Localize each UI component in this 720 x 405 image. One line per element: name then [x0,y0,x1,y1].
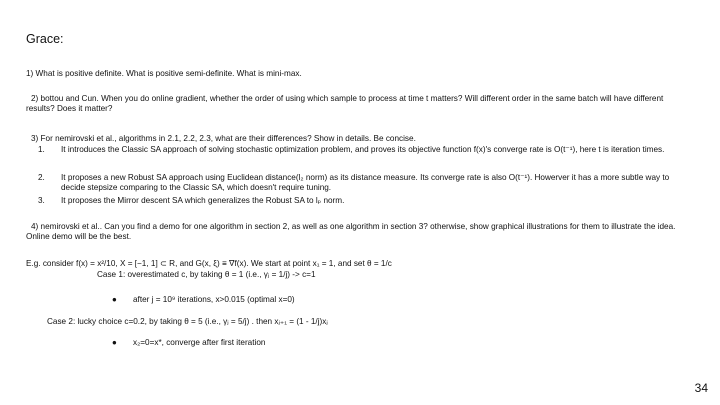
case-2-bullet: x₂=0=x*, converge after first iteration [133,338,266,347]
q3-item-1-number: 1. [38,145,45,154]
bullet-dot-1: ● [112,295,117,304]
slide-heading: Grace: [26,32,64,46]
question-4: 4) nemirovski et al.. Can you find a demo for one algorithm in section 2, as well as one algorithm in section 3? otherwise, show graphical illustrations for them to illustrate the idea. Online demo will be the best. [26,222,676,242]
question-2: 2) bottou and Cun. When you do online gradient, whether the order of using which sample to process at time t matters? Will different order in the same batch will have different results? Does it matter? [26,94,664,114]
case-2: Case 2: lucky choice c=0.2, by taking θ = 5 (i.e., γⱼ = 5/j) . then xⱼ₊₁ = (1 - 1/j)xⱼ [47,317,328,326]
case-1-bullet: after j = 10⁹ iterations, x>0.015 (optimal x=0) [133,295,295,304]
q3-item-3-text: It proposes the Mirror descent SA which generalizes the Robust SA to lₚ norm. [61,196,345,205]
q3-item-1-text: It introduces the Classic SA approach of solving stochastic optimization problem, and proves its objective function f(x)'s converge rate is O(t⁻¹), here t is iteration times. [61,145,665,154]
q3-item-2-number: 2. [38,173,45,182]
example-intro: E.g. consider f(x) = x²/10, X = [−1, 1] ⊂ R, and G(x, ξ) ≡ ∇f(x). We start at point x₁ = 1, and set θ = 1/c [26,259,392,268]
q3-item-3-number: 3. [38,196,45,205]
question-1: 1) What is positive definite. What is positive semi-definite. What is mini-max. [26,69,302,78]
question-3: 3) For nemirovski et al., algorithms in 2.1, 2.2, 2.3, what are their differences? Show in details. Be concise. [31,134,416,143]
q3-item-2-text: It proposes a new Robust SA approach using Euclidean distance(l₂ norm) as its distance measure. Its converge rate is also O(t⁻¹). Howerver it has a more subtle way to decide stepsize comparing to the Classic SA, which doesn't require tuning. [61,173,670,193]
page-number: 34 [694,381,708,395]
bullet-dot-2: ● [112,338,117,347]
case-1: Case 1: overestimated c, by taking θ = 1 (i.e., γⱼ = 1/j) -> c=1 [97,270,316,279]
